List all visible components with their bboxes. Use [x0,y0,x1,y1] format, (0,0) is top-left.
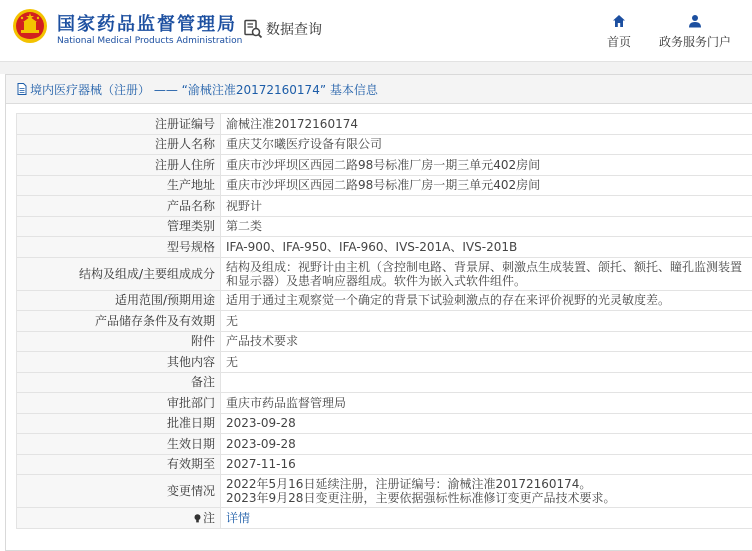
nav-home[interactable] [607,14,631,50]
row-label: 型号规格 [17,237,221,258]
user-icon [688,14,702,28]
table-row [17,114,752,135]
row-label: 管理类别 [17,216,221,237]
row-label: 产品名称 [17,196,221,217]
table-row [17,175,752,196]
table-row [17,413,752,434]
row-label: 适用范围/预期用途 [17,290,221,311]
table-row [17,434,752,455]
site-header [0,0,752,62]
row-label: 产品储存条件及有效期 [17,311,221,332]
data-query-icon [243,19,263,39]
table-row [17,331,752,352]
row-value: 重庆艾尔曦医疗设备有限公司 [221,134,752,155]
row-value: 重庆市药品监督管理局 [221,393,752,414]
row-label-note-text: 注 [202,510,215,525]
row-label: 结构及组成/主要组成成分 [17,257,221,290]
nav-home-label: 首页 [607,35,632,49]
table-row [17,155,752,176]
row-value: 适用于通过主观察觉一个确定的背景下试验刺激点的存在来评价视野的光灵敏度差。 [221,290,752,311]
row-label: 审批部门 [17,393,221,414]
lightbulb-icon [194,514,201,523]
row-value: 重庆市沙坪坝区西园二路98号标准厂房一期三单元402房间 [221,175,752,196]
panel-title-text: 境内医疗器械（注册） —— “渝械注准20172160174” 基本信息 [30,82,378,97]
row-value: 2022年5月16日延续注册，注册证编号：渝械注准20172160174。 2023年9月28日变更注册，主要依据强标性标准修订变更产品技术要求。 [221,475,752,508]
row-label: 变更情况 [17,475,221,508]
row-value: 视野计 [221,196,752,217]
row-value: 2027-11-16 [221,454,752,475]
table-row [17,216,752,237]
document-icon [16,83,28,95]
row-value: 重庆市沙坪坝区西园二路98号标准厂房一期三单元402房间 [221,155,752,176]
row-label: 附件 [17,331,221,352]
row-value: 无 [221,311,752,332]
table-row [17,372,752,393]
row-value [221,372,752,393]
data-query-link[interactable] [243,18,322,40]
nav-service-portal[interactable] [659,14,731,50]
table-row [17,352,752,373]
detail-table [16,113,752,529]
row-value: 2023-09-28 [221,413,752,434]
header-gap [0,62,752,74]
table-row [17,196,752,217]
row-value: 产品技术要求 [221,331,752,352]
row-label: 批准日期 [17,413,221,434]
row-value: IFA-900、IFA-950、IFA-960、IVS-201A、IVS-201B [221,237,752,258]
row-label: 生产地址 [17,175,221,196]
row-label-note [17,508,221,529]
row-label: 备注 [17,372,221,393]
table-row [17,454,752,475]
row-value: 无 [221,352,752,373]
nav-service-portal-label: 政务服务门户 [659,35,732,49]
row-label: 有效期至 [17,454,221,475]
row-label: 生效日期 [17,434,221,455]
row-label: 其他内容 [17,352,221,373]
table-row [17,290,752,311]
data-query-label: 数据查询 [266,22,322,38]
site-title: 国家药品监督管理局 [57,14,237,35]
table-row [17,257,752,290]
site-subtitle: National Medical Products Administration [57,36,243,46]
national-emblem-logo[interactable] [12,8,48,44]
row-label: 注册证编号 [17,114,221,135]
home-icon [612,14,626,28]
table-row [17,393,752,414]
table-row [17,134,752,155]
table-row-note [17,508,752,529]
row-label: 注册人名称 [17,134,221,155]
table-row [17,475,752,508]
detail-panel [5,74,752,551]
details-link[interactable]: 详情 [221,508,752,529]
row-value: 2023-09-28 [221,434,752,455]
table-row [17,311,752,332]
panel-title [6,75,752,104]
row-label: 注册人住所 [17,155,221,176]
row-value: 渝械注准20172160174 [221,114,752,135]
row-value: 第二类 [221,216,752,237]
table-row [17,237,752,258]
row-value: 结构及组成：视野计由主机（含控制电路、背景屏、刺激点生成装置、颌托、额托、瞳孔监测装置和显示器）及患者响应器组成。软件为嵌入式软件组件。 [221,257,752,290]
